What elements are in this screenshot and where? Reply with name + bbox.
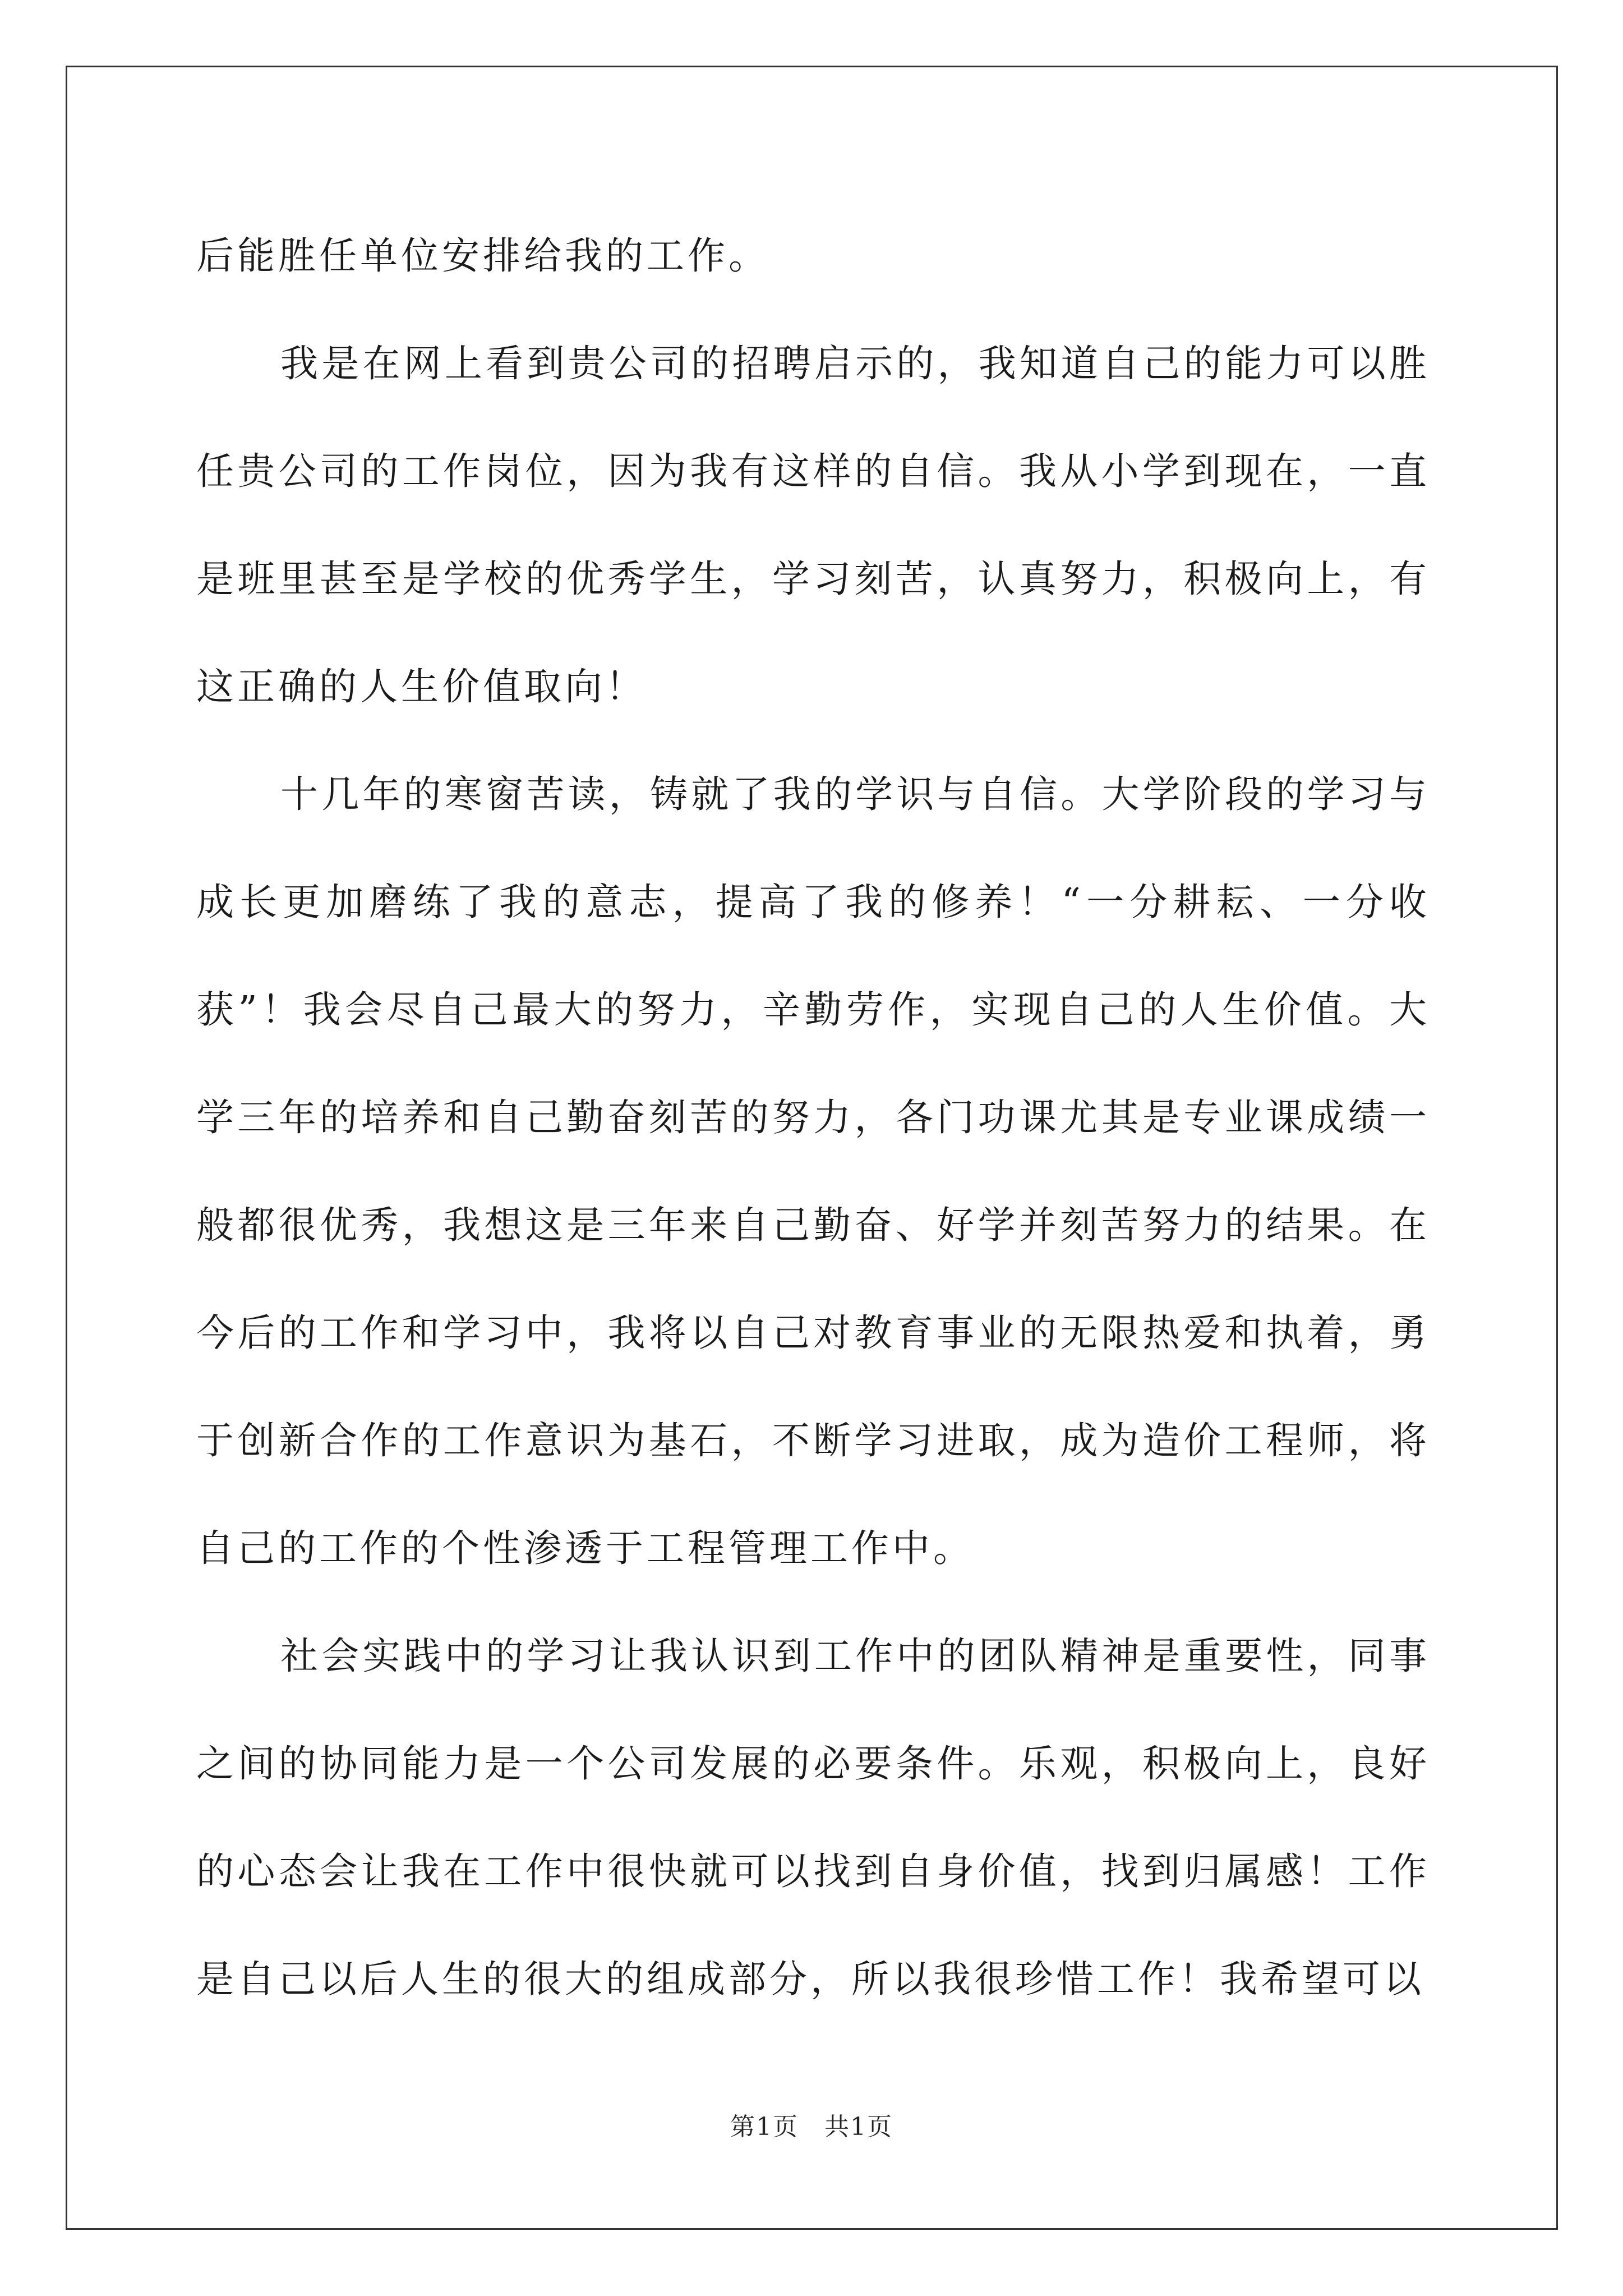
paragraph: 社会实践中的学习让我认识到工作中的团队精神是重要性，同事之间的协同能力是一个公司发展的必要条件。乐观，积极向上，良好的心态会让我在工作中很快就可以找到自身价值，找到归属感！工作是自己以后人生的很大的组成部分，所以我很珍惜工作！我希望可以 bbox=[196, 1634, 1430, 2001]
paragraph-continued: 后能胜任单位安排给我的工作。 bbox=[196, 234, 769, 278]
page-footer bbox=[0, 2106, 1623, 2142]
page-number-label: 第1页 共1页 bbox=[730, 2113, 893, 2141]
paragraph: 我是在网上看到贵公司的招聘启示的，我知道自己的能力可以胜任贵公司的工作岗位，因为我有这样的自信。我从小学到现在，一直是班里甚至是学校的优秀学生，学习刻苦，认真努力，积极向上，有这正确的人生价值取向！ bbox=[196, 342, 1430, 708]
document-body bbox=[196, 202, 1430, 2033]
paragraph: 十几年的寒窗苦读，铸就了我的学识与自信。大学阶段的学习与成长更加磨练了我的意志，提高了我的修养！“一分耕耘、一分收获”！我会尽自己最大的努力，辛勤劳作，实现自己的人生价值。大学三年的培养和自己勤奋刻苦的努力，各门功课尤其是专业课成绩一般都很优秀，我想这是三年来自己勤奋、好学并刻苦努力的结果。在今后的工作和学习中，我将以自己对教育事业的无限热爱和执着，勇于创新合作的工作意识为基石，不断学习进取，成为造价工程师，将自己的工作的个性渗透于工程管理工作中。 bbox=[196, 772, 1430, 1570]
